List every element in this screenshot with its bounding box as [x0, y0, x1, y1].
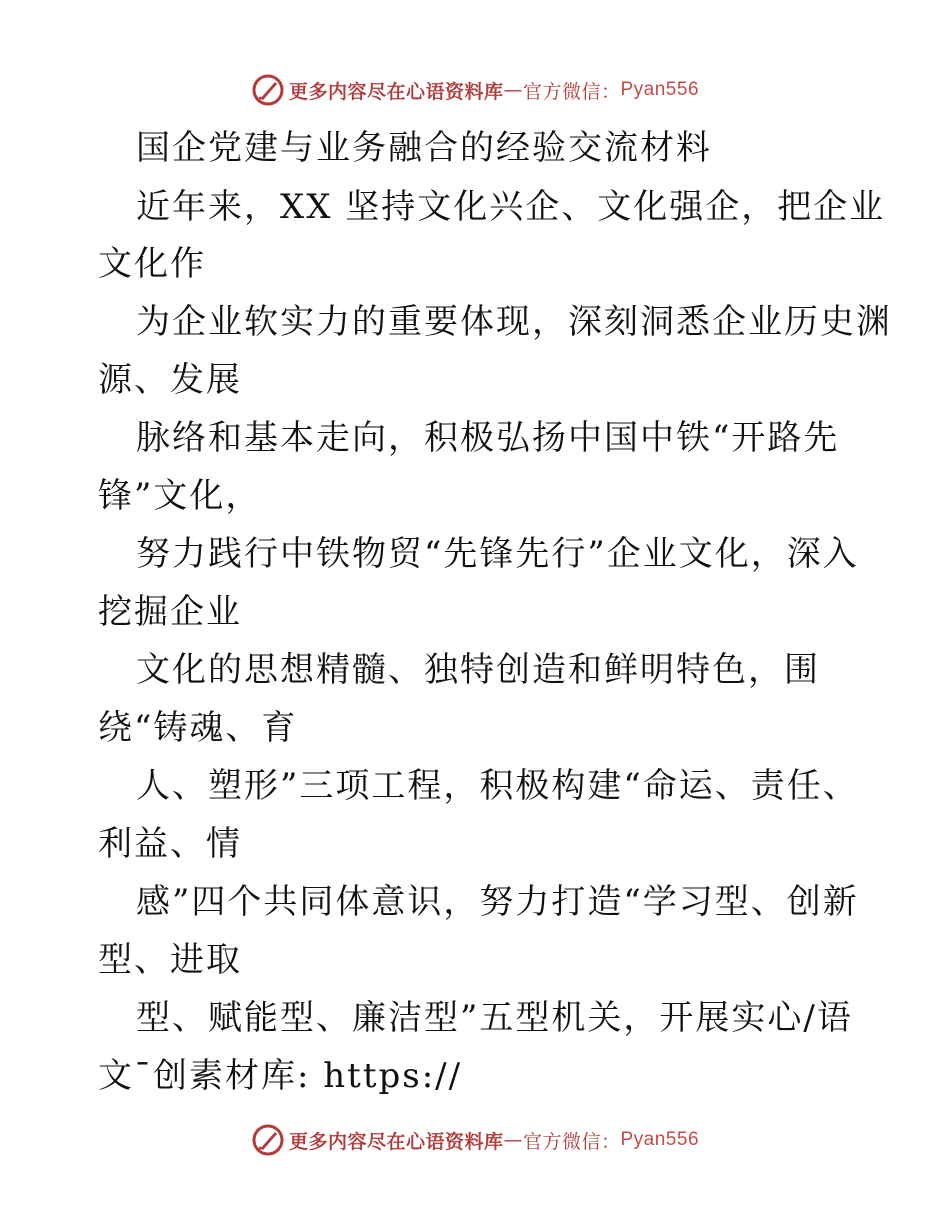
body-line: 型、赋能型、廉洁型”五型机关，开展实心/语 [136, 998, 853, 1038]
body-line: 文¯创素材库: https:// [98, 1056, 463, 1096]
watermark-separator: — [503, 79, 523, 101]
watermark-separator: — [503, 1129, 523, 1151]
footer-watermark [0, 1120, 950, 1160]
watermark-wechat-label: 官方微信： [522, 1130, 621, 1153]
feather-pen-logo-icon [251, 1123, 285, 1157]
body-line: 利益、情 [98, 824, 242, 864]
body-line: 近年来，XX 坚持文化兴企、文化强企，把企业 [136, 187, 886, 227]
watermark-text: 更多内容尽在心语资料库 [288, 1130, 504, 1153]
watermark-wechat-label: 官方微信： [522, 80, 621, 103]
body-line: 文化的思想精髓、独特创造和鲜明特色，围 [136, 650, 820, 690]
body-line: 努力践行中铁物贸“先锋先行”企业文化，深入 [136, 534, 859, 574]
watermark-wechat-id: Pyan556 [620, 79, 700, 100]
watermark-wechat-id: Pyan556 [620, 1129, 700, 1150]
body-line: 绕“铸魂、育 [98, 708, 298, 748]
body-line: 感”四个共同体意识，努力打造“学习型、创新 [136, 882, 859, 922]
body-line: 锋”文化， [98, 476, 262, 516]
document-title: 国企党建与业务融合的经验交流材料 [136, 128, 712, 168]
body-line: 挖掘企业 [98, 592, 242, 632]
body-line: 源、发展 [98, 360, 242, 400]
body-line: 文化作 [98, 244, 206, 284]
watermark-text: 更多内容尽在心语资料库 [288, 80, 504, 103]
body-line: 人、塑形”三项工程，积极构建“命运、责任、 [136, 766, 859, 806]
body-line: 脉络和基本走向，积极弘扬中国中铁“开路先 [136, 418, 840, 458]
body-line: 型、进取 [98, 940, 242, 980]
body-line: 为企业软实力的重要体现，深刻洞悉企业历史渊 [136, 302, 892, 342]
